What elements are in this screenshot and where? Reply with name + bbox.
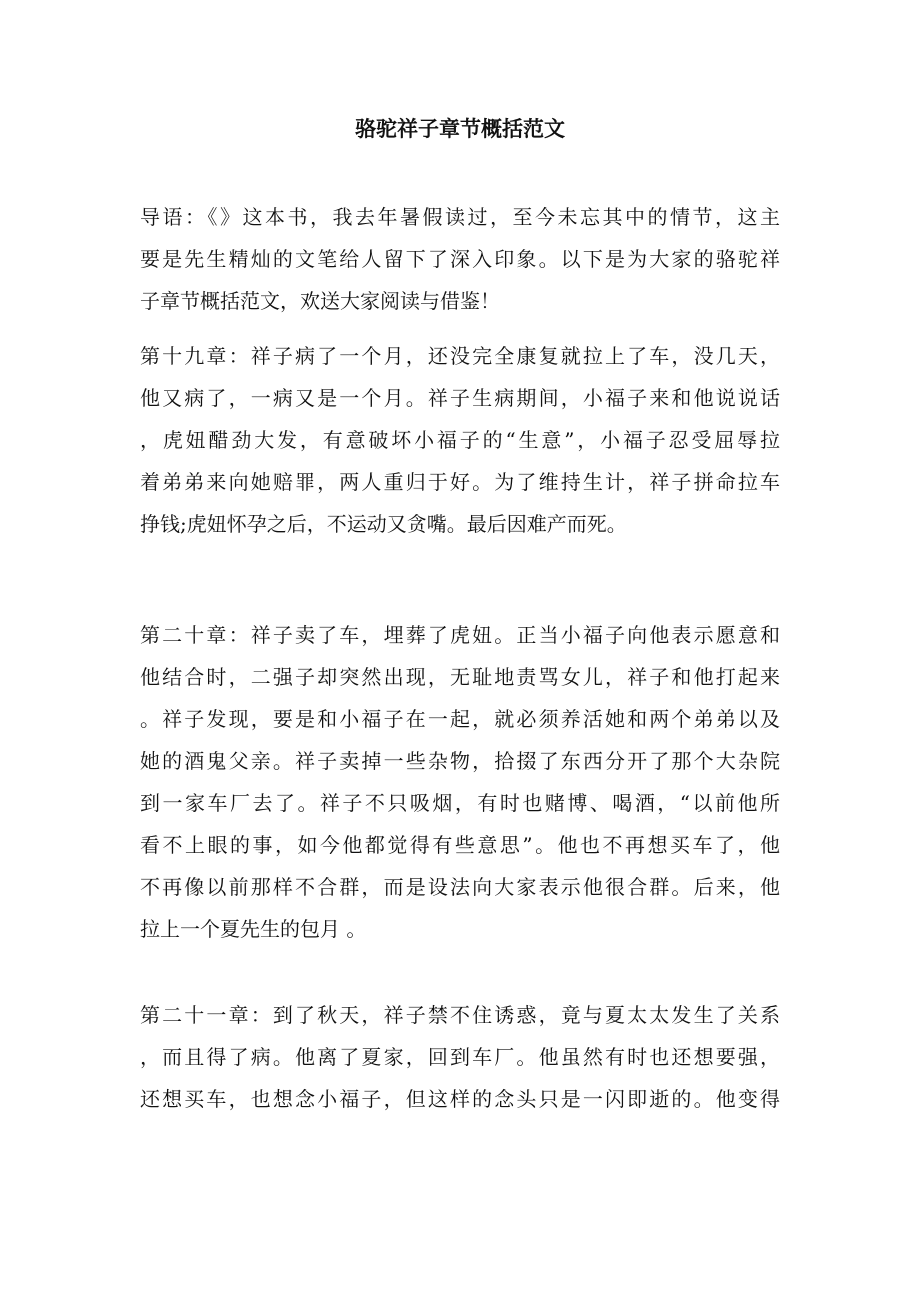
paragraph-line: 他又病了，一病又是一个月。祥子生病期间，小福子来和他说说话 — [140, 386, 780, 410]
paragraph-line: 他结合时，二强子却突然出现，无耻地责骂女儿，祥子和他打起来 — [140, 665, 780, 689]
paragraph-line: 看不上眼的事，如今他都觉得有些意思”。他也不再想买车了，他 — [140, 833, 780, 857]
paragraph-line: 挣钱;虎妞怀孕之后，不运动又贪嘴。最后因难产而死。 — [140, 512, 627, 536]
paragraph-line: 她的酒鬼父亲。祥子卖掉一些杂物，拾掇了东西分开了那个大杂院 — [140, 749, 780, 773]
paragraph-chapter-20 — [140, 614, 780, 950]
paragraph-line: 要是先生精灿的文笔给人留下了深入印象。以下是为大家的骆驼祥 — [140, 247, 780, 271]
paragraph-line: 到一家车厂去了。祥子不只吸烟，有时也赌博、喝酒，“以前他所 — [140, 791, 780, 815]
paragraph-line: 拉上一个夏先生的包月 。 — [140, 917, 367, 941]
paragraph-line: 导语：《》这本书，我去年暑假读过，至今未忘其中的情节，这主 — [140, 205, 780, 229]
paragraph-line: 不再像以前那样不合群，而是设法向大家表示他很合群。后来，他 — [140, 875, 780, 899]
paragraph-line: 第二十章：祥子卖了车，埋葬了虎妞。正当小福子向他表示愿意和 — [140, 623, 780, 647]
document-title: 骆驼祥子章节概括范文 — [355, 116, 565, 141]
paragraph-line: 还想买车，也想念小福子，但这样的念头只是一闪即逝的。他变得 — [140, 1087, 780, 1111]
paragraph-chapter-21 — [140, 994, 780, 1120]
paragraph-line: 第十九章：祥子病了一个月，还没完全康复就拉上了车，没几天， — [140, 344, 780, 368]
paragraph-line: 第二十一章：到了秋天，祥子禁不住诱惑，竟与夏太太发生了关系 — [140, 1003, 780, 1027]
paragraph-chapter-19 — [140, 335, 780, 545]
paragraph-line: ，虎妞醋劲大发，有意破坏小福子的“生意”，小福子忍受屈辱拉 — [140, 428, 780, 452]
paragraph-line: 子章节概括范文，欢送大家阅读与借鉴！ — [140, 289, 500, 313]
paragraph-line: 着弟弟来向她赔罪，两人重归于好。为了维持生计，祥子拼命拉车 — [140, 470, 780, 494]
paragraph-line: 。祥子发现，要是和小福子在一起，就必须养活她和两个弟弟以及 — [140, 707, 780, 731]
paragraph-intro — [140, 196, 780, 322]
paragraph-line: ，而且得了病。他离了夏家，回到车厂。他虽然有时也还想要强， — [140, 1045, 780, 1069]
